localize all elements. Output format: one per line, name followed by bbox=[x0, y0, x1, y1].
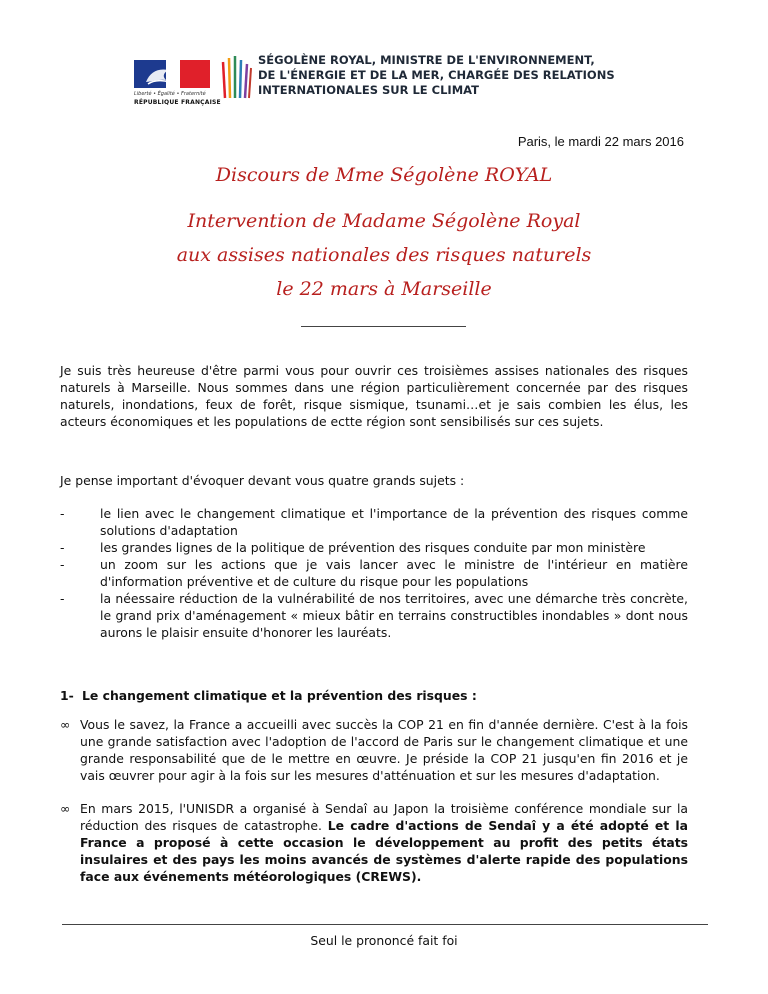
title-divider bbox=[301, 326, 466, 327]
list-item bbox=[60, 800, 688, 885]
subtitle-line: Intervention de Madame Ségolène Royal bbox=[187, 210, 581, 232]
marianne-profile-icon bbox=[142, 64, 178, 86]
section-items bbox=[60, 716, 688, 885]
section-number: 1- bbox=[60, 688, 74, 703]
ministry-line: DE L'ÉNERGIE ET DE LA MER, CHARGÉE DES RELATIONS bbox=[258, 68, 615, 82]
list-item: - les grandes lignes de la politique de prévention des risques conduite par mon ministère bbox=[60, 540, 646, 555]
speech-subtitle bbox=[0, 204, 768, 306]
list-item: - la néessaire réduction de la vulnérabilité de nos territoires, avec une démarche très concrète, le grand prix d'aménagement « mieux bâtir en terrains constructibles inondables » dont nous aurons le plaisir ensuite d'honorer les lauréats. bbox=[60, 591, 688, 640]
list-item-text: En mars 2015, l'UNISDR a organisé à Sendaî au Japon la troisième conférence mondiale sur la réduction des risques de catastrophe. bbox=[80, 801, 688, 833]
list-item-text: Vous le savez, la France a accueilli avec succès la COP 21 en fin d'année dernière. C'est à la fois une grande satisfaction avec l'adoption de l'accord de Paris sur le changement climatique et une grande responsabilité que de le mettre en œuvre. Je préside la COP 21 jusqu'en fin 2016 et je vais œuvrer pour agir à la fois sur les mesures d'atténuation et sur les mesures d'adaptation. bbox=[80, 717, 688, 783]
list-item-text: un zoom sur les actions que je vais lancer avec le ministre de l'intérieur en matière d'information préventive et de culture du risque pour les populations bbox=[100, 557, 688, 589]
ministry-bars-icon bbox=[220, 54, 252, 100]
infinity-bullet-icon: ∞ bbox=[60, 717, 71, 732]
header bbox=[134, 50, 654, 106]
section-heading bbox=[60, 688, 477, 703]
lead-paragraph: Je pense important d'évoquer devant vous quatre grands sujets : bbox=[60, 473, 465, 488]
list-item-bold-text: Le cadre d'actions de Sendaî y a été adopté et la France a proposé à cette occasion le développement au profit des petits états insulaires et des pays les moins avancés de systèmes d'alerte rapide des populations face aux événements météorologiques (CREWS). bbox=[80, 818, 688, 884]
list-item: - le lien avec le changement climatique et l'importance de la prévention des risques comme solutions d'adaptation bbox=[60, 506, 688, 538]
footer-divider bbox=[62, 924, 708, 925]
ministry-name bbox=[258, 53, 615, 98]
list-item-text: le lien avec le changement climatique et l'importance de la prévention des risques comme solutions d'adaptation bbox=[100, 506, 688, 538]
marianne-flag-icon bbox=[134, 60, 208, 90]
subtitle-line: le 22 mars à Marseille bbox=[276, 278, 492, 300]
list-item-text: la néessaire réduction de la vulnérabilité de nos territoires, avec une démarche très concrète, le grand prix d'aménagement « mieux bâtir en terrains constructibles inondables » dont nous aurons le plaisir ensuite d'honorer les lauréats. bbox=[100, 591, 688, 640]
list-item bbox=[60, 716, 688, 784]
subtitle-line: aux assises nationales des risques naturels bbox=[176, 244, 592, 266]
list-item: - un zoom sur les actions que je vais lancer avec le ministre de l'intérieur en matière d'information préventive et de culture du risque pour les populations bbox=[60, 557, 688, 589]
republic-name: RÉPUBLIQUE FRANÇAISE bbox=[134, 99, 221, 106]
list-item-text: les grandes lignes de la politique de prévention des risques conduite par mon ministère bbox=[100, 540, 646, 555]
section-title: Le changement climatique et la prévention des risques : bbox=[82, 688, 477, 703]
republic-motto: Liberté • Égalité • Fraternité bbox=[134, 91, 206, 97]
ministry-line: INTERNATIONALES SUR LE CLIMAT bbox=[258, 83, 479, 97]
topics-list bbox=[60, 505, 688, 641]
speech-title: Discours de Mme Ségolène ROYAL bbox=[215, 164, 553, 186]
document-date: Paris, le mardi 22 mars 2016 bbox=[517, 134, 684, 149]
footer-note: Seul le prononcé fait foi bbox=[310, 933, 458, 948]
intro-paragraph: Je suis très heureuse d'être parmi vous pour ouvrir ces troisièmes assises nationales des risques naturels à Marseille. Nous sommes dans une région particulièrement concernée par des risques naturels, inondations, feux de forêt, risque sismique, tsunami…et je sais combien les élus, les acteurs économiques et les populations de ectte région sont sensibilisés sur ces sujets. bbox=[60, 363, 688, 429]
ministry-line: SÉGOLÈNE ROYAL, MINISTRE DE L'ENVIRONNEMENT, bbox=[258, 53, 595, 67]
infinity-bullet-icon: ∞ bbox=[60, 801, 71, 816]
